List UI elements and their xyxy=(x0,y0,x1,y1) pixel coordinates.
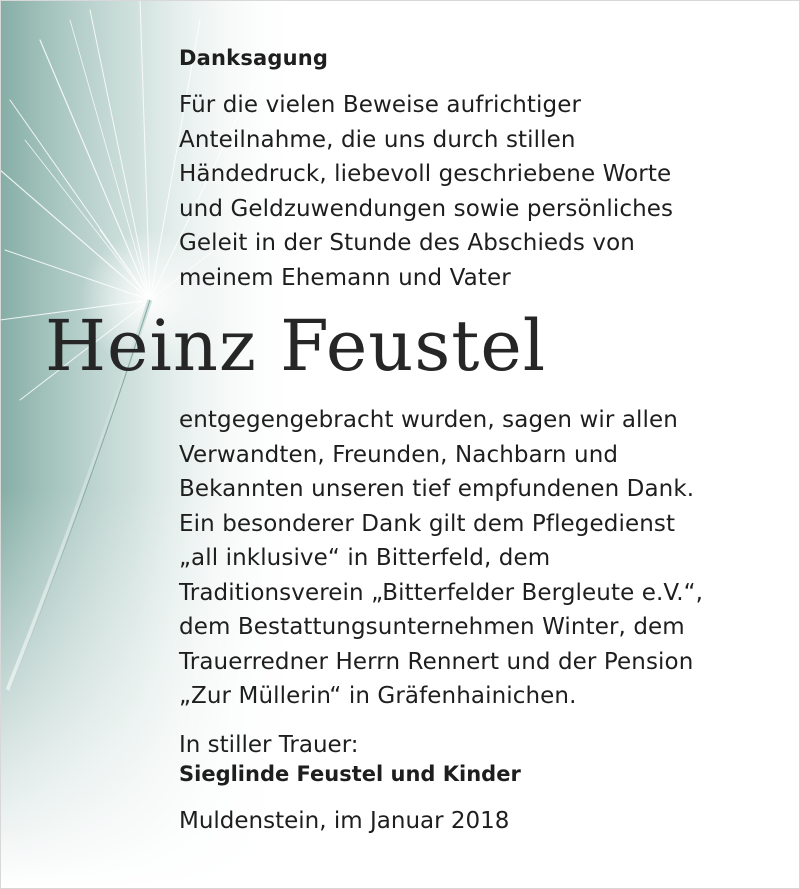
text-line: „all inklusive“ in Bitterfeld, dem xyxy=(179,545,551,571)
closing-line: In stiller Trauer: xyxy=(179,732,359,758)
text-line: dem Bestattungsunternehmen Winter, dem xyxy=(179,614,685,640)
text-line: entgegengebracht wurden, sagen wir allen xyxy=(179,407,678,433)
text-line: Anteilnahme, die uns durch stillen xyxy=(179,126,576,153)
text-line: Traditionsverein „Bitterfelder Bergleute e.V.“, xyxy=(179,579,704,606)
text-line: und Geldzuwendungen sowie persönliches xyxy=(179,195,674,222)
text-line: „Zur Müllerin“ in Gräfenhainichen. xyxy=(179,683,577,709)
text-line: Für die vielen Beweise aufrichtiger xyxy=(179,92,582,118)
place-date: Muldenstein, im Januar 2018 xyxy=(179,808,510,834)
text-line: Händedruck, liebevoll geschriebene Worte xyxy=(179,161,672,187)
text-line: Geleit in der Stunde des Abschieds von xyxy=(179,230,635,256)
intro-paragraph xyxy=(179,88,779,295)
deceased-name: Heinz Feustel xyxy=(45,305,547,387)
notice-heading: Danksagung xyxy=(179,46,329,70)
text-line: Verwandten, Freunden, Nachbarn und xyxy=(179,441,619,468)
text-line: Ein besonderer Dank gilt dem Pflegedienst xyxy=(179,510,676,537)
text-line: Trauerredner Herrn Rennert und der Pension xyxy=(179,648,694,675)
signer-name: Sieglinde Feustel und Kinder xyxy=(179,762,521,786)
text-line: Bekannten unseren tief empfundenen Dank. xyxy=(179,476,695,502)
thanks-paragraph xyxy=(179,403,789,714)
text-line: meinem Ehemann und Vater xyxy=(179,264,511,291)
